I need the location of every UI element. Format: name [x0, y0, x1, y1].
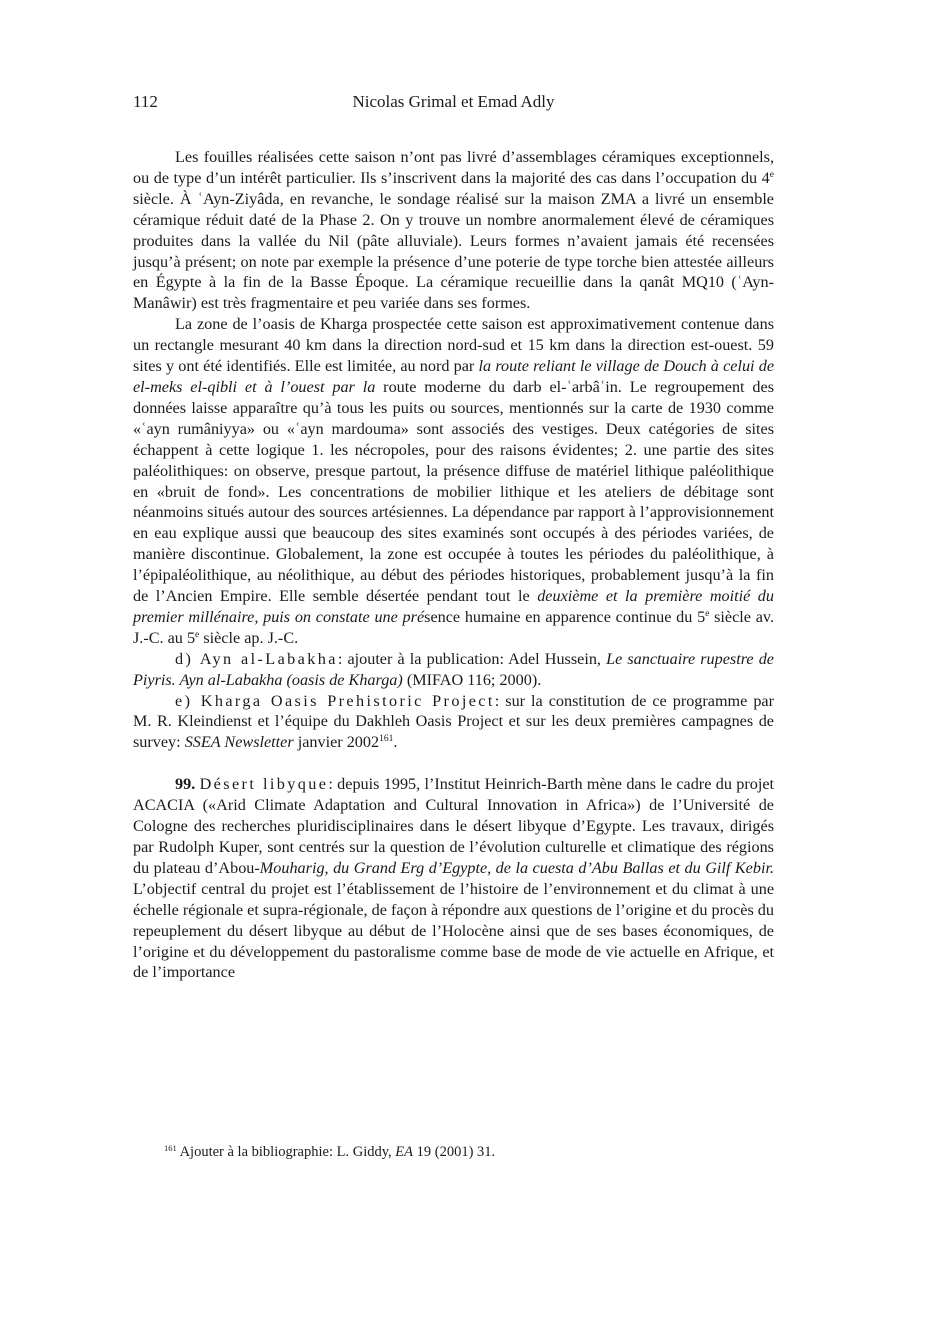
italic-span: EA — [395, 1144, 413, 1160]
document-page — [133, 0, 774, 1342]
section-label: d) Ayn al-Labakha — [175, 649, 338, 668]
text-span: janvier 2002 — [293, 733, 380, 752]
text-span: siècle av. J.-C. au 5 — [133, 607, 774, 647]
text-span: . — [393, 733, 398, 752]
running-title: Nicolas Grimal et Emad Adly — [352, 92, 555, 111]
text-span: sence humaine en apparence continue du 5 — [424, 607, 706, 626]
text-span: : sur la constitution de ce programme par M. R. Kleindienst et l’équipe du Dakhleh Oasis Project et sur les deux premières campagnes de survey: — [133, 691, 774, 752]
paragraph-ceramics — [133, 147, 774, 314]
text-span: route moderne du darb el-ʿarbâʿin. Le regroupement des données laisse apparaître qu’à tous les puits ou sources, mentionnés sur la carte de 1930 comme «ʿayn rumâniyya» ou «ʿayn mardouma» sont associés des vestiges. Deux catégories de sites échappent à cette logique 1. les nécropoles, pour des raisons évidentes; 2. une partie des sites paléolithiques: on observe, presque partout, la présence diffuse de matériel lithique paléolithique en «bruit de fond». Les concentrations de mobilier lithique et les ateliers de débitage sont néanmoins situés autour des sources artésiennes. La dépendance par rapport à l’approvisionnement en eau explique aussi que beaucoup des sites examinés sont occupés à des périodes variées, de manière discontinue. Globalement, la zone est occupée à toutes les périodes du paléolithique, à l’épipaléolithique, au néolithique, au début des périodes historiques, probablement jusqu’à la fin de l’Ancien Empire. Elle semble désertée pendant tout le — [133, 377, 774, 606]
paragraph-kharga-project — [133, 691, 774, 754]
page-header — [133, 92, 774, 114]
italic-span: deuxième et la première moitié du premier millénaire, puis on constate une pré — [133, 587, 774, 626]
text-span: Ajouter à la bibliographie: L. Giddy, — [176, 1144, 396, 1160]
footnote-number: 161 — [164, 1143, 177, 1153]
page-number: 112 — [133, 92, 158, 111]
text-span: Les fouilles réalisées cette saison n’ont pas livré d’assemblages céramiques exceptionnels, ou de type d’un intérêt particulier. Ils s’inscrivent dans la majorité des cas dans l’occupation du 4 — [133, 148, 774, 187]
italic-span: SSEA Newsletter — [184, 733, 294, 752]
italic-span: Mouharig, du Grand Erg d’Egypte, de la cuesta d’Abu Ballas et du Gilf Kebir. — [259, 858, 774, 877]
footnote — [164, 1143, 774, 1161]
section-label: e) Kharga Oasis Prehistoric Project — [175, 691, 495, 710]
text-span: 19 (2001) 31. — [413, 1144, 496, 1160]
superscript: e — [195, 629, 200, 640]
footnote-reference[interactable]: 161 — [379, 734, 394, 745]
text-span: La zone de l’oasis de Kharga prospectée cette saison est approximativement contenue dans un rectangle mesurant 40 km dans la direction nord-sud et 15 km dans la direction est-ouest. 59 sites y ont été identifiés. Elle est limitée, au nord par — [133, 315, 774, 376]
paragraph-kharga-zone — [133, 314, 774, 649]
text-span: : ajouter à la publication: Adel Hussein, — [337, 649, 607, 668]
paragraph-desert-libyque — [133, 774, 774, 983]
superscript: e — [705, 608, 710, 619]
section-label: Désert libyque — [199, 775, 329, 794]
paragraph-ayn-labakha — [133, 649, 774, 691]
body-text — [133, 147, 774, 983]
text-span: siècle ap. J.-C. — [199, 628, 299, 647]
text-span: L’objectif central du projet est l’établissement de l’histoire de l’environnement et du climat à une échelle régionale et supra-régionale, de façon à répondre aux questions de l’origine et du procès du repeuplement du désert libyque au début de l’Holocène ainsi que de ses bases économiques, de l’origine et du développement du pastoralisme comme base de mode de vie actuelle en Afrique, et de l’importance — [133, 879, 774, 982]
superscript: e — [769, 169, 774, 180]
italic-span: la route reliant le village de Douch à celui de el-meks el-qibli et à l’ouest par la — [133, 357, 775, 396]
italic-span: Le sanctuaire rupestre de Piyris. Ayn al-Labakha (oasis de Kharga) — [133, 649, 774, 689]
text-span: siècle. À ʿAyn-Ziyâda, en revanche, le sondage réalisé sur la maison ZMA a livré un ensemble céramique réduit daté de la Phase 2. On y trouve un nombre anormalement élevé de céramiques produites dans la vallée du Nil (pâte alluviale). Leurs formes n’avaient jamais été recensées jusqu’à présent; on note par exemple la présence d’une poterie de type torche bien attestée ailleurs en Égypte à la fin de la Basse Époque. La céramique recueillie dans la qanât MQ10 (ʿAyn-Manâwir) est très fragmentaire et peu variée dans ses formes. — [133, 189, 774, 313]
text-span: (MIFAO 116; 2000). — [402, 670, 542, 689]
section-number: 99. — [175, 775, 196, 794]
text-span: : depuis 1995, l’Institut Heinrich-Barth mène dans le cadre du projet ACACIA («Arid Climate Adaptation and Cultural Innovation in Africa») de l’Université de Cologne des recherches pluridisciplinaires dans le désert libyque d’Egypte. Les travaux, dirigés par Rudolph Kuper, sont centrés sur la question de l’évolution culturelle et climatique des régions du plateau d’Abou- — [133, 775, 775, 877]
